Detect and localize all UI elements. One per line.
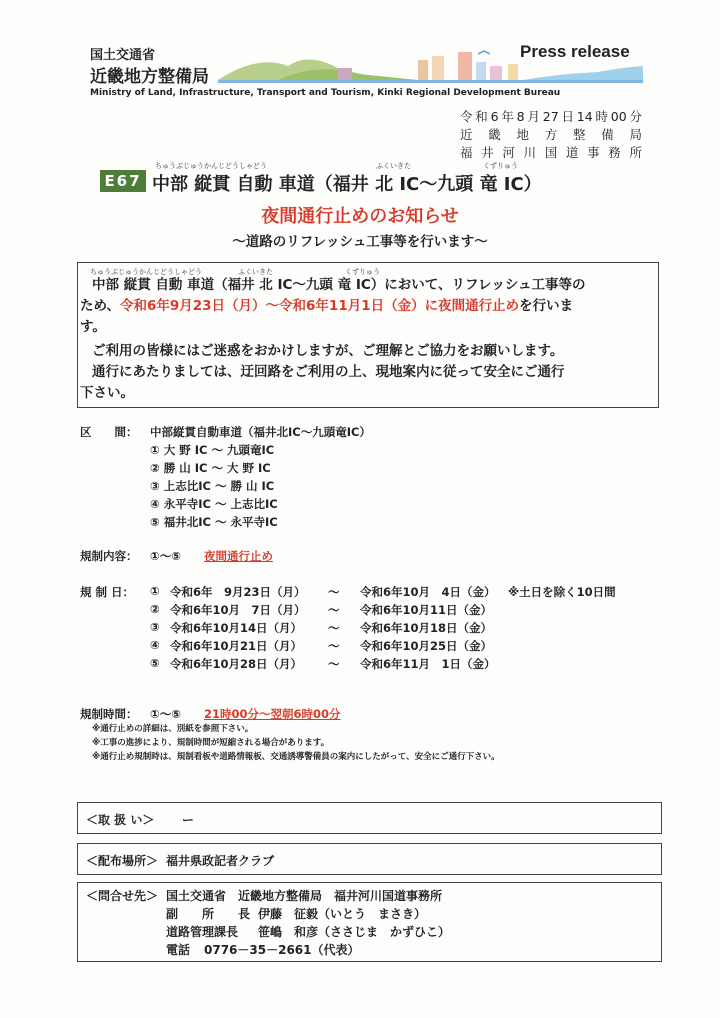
date-row-tilde: ～ — [328, 621, 340, 635]
vice-director-name: 伊藤 征毅（いとう まさき） — [258, 907, 427, 921]
body-ruby-b: ふくいきた — [238, 268, 273, 276]
time-value: 21時00分～翌朝6時00分 — [204, 707, 341, 721]
handling-value: ー — [182, 813, 195, 827]
time-note: ※通行止めの詳細は、別紙を参照下さい。 — [92, 724, 254, 734]
summary-box — [77, 262, 659, 408]
date-row-tilde: ～ — [328, 657, 340, 671]
date-row-to: 令和6年11月 1日（金） — [360, 657, 496, 671]
manager-name: 笹嶋 和彦（ささじま かずひこ） — [258, 925, 451, 939]
restriction-value: 夜間通行止め — [204, 549, 273, 563]
summary-paragraph-3: 通行にあたりましては、迂回路をご利用の上、現地案内に従って安全にご通行 下さい。 — [80, 364, 565, 401]
date-row-from: 令和6年10月21日（月） — [170, 639, 303, 653]
closure-period: 令和6年9月23日（月）～令和6年11月1日（金）に夜間通行止め — [119, 298, 520, 314]
title-ruby-c: くずりゅう — [483, 162, 518, 170]
restriction-range: ①～⑤ — [150, 549, 181, 563]
p1-line1: 中部 縦貫 自動 車道（福井 北 IC～九頭 竜 IC）において、リフレッシュ工事等の — [92, 277, 586, 293]
date-row-to: 令和6年10月 4日（金） — [360, 585, 496, 599]
dates-label: 規 制 日： — [80, 585, 135, 599]
section-item: ② 勝 山 IC ～ 大 野 IC — [150, 461, 271, 475]
body-ruby-a: ちゅうぶじゅうかんじどうしゃどう — [90, 268, 202, 276]
subtitle: ～道路のリフレッシュ工事等を行います～ — [232, 234, 488, 250]
date-row-number: ② — [150, 602, 160, 616]
date-row-to: 令和6年10月25日（金） — [360, 639, 493, 653]
issue-org-office: 福井河川国道事務所 — [460, 145, 642, 160]
date-row-number: ① — [150, 584, 160, 598]
contact-label: ＜問合せ先＞ — [86, 889, 159, 903]
date-row-to: 令和6年10月11日（金） — [360, 603, 493, 617]
vice-director-title: 副 所 長 — [166, 907, 251, 921]
date-row-from: 令和6年10月14日（月） — [170, 621, 303, 635]
contact-org: 国土交通省 近畿地方整備局 福井河川国道事務所 — [166, 889, 443, 903]
time-range: ①～⑤ — [150, 707, 181, 721]
date-row-tilde: ～ — [328, 585, 340, 599]
section-main: 中部縦貫自動車道（福井北IC～九頭竜IC） — [150, 425, 371, 439]
title-ruby-b: ふくいきた — [376, 162, 411, 170]
title-ruby-a: ちゅうぶじゅうかんじどうしゃどう — [155, 162, 267, 170]
distribution-label: ＜配布場所＞ — [86, 854, 159, 868]
time-note: ※通行止め規制時は、規制看板や道路情報板、交通誘導警備員の案内にしたがって、安全にご通行下さい。 — [92, 752, 500, 762]
date-row-to: 令和6年10月18日（金） — [360, 621, 493, 635]
date-row-number: ③ — [150, 620, 160, 634]
route-number-badge: E67 — [100, 170, 146, 192]
section-item: ⑤ 福井北IC ～ 永平寺IC — [150, 515, 278, 529]
section-label: 区 間： — [80, 425, 138, 439]
p1-line3: す。 — [80, 319, 106, 335]
summary-paragraph-1 — [80, 275, 652, 338]
issue-org-bureau: 近畿地方整備局 — [460, 127, 642, 142]
summary-paragraph-2: ご利用の皆様にはご迷惑をおかけしますが、ご理解とご協力をお願いします。 — [92, 343, 564, 359]
section-item: ① 大 野 IC ～ 九頭竜IC — [150, 443, 275, 457]
time-note: ※工事の進捗により、規制時間が短縮される場合があります。 — [92, 738, 330, 748]
handling-box — [77, 802, 662, 834]
phone-number: 0776－35－2661（代表） — [204, 943, 360, 957]
date-row-from: 令和6年10月28日（月） — [170, 657, 303, 671]
english-org-name: Ministry of Land, Infrastructure, Transport and Tourism, Kinki Regional Development Bureau — [90, 88, 561, 98]
issue-date: 令和6年8月27日14時00分 — [460, 109, 642, 124]
body-ruby-c: くずりゅう — [345, 268, 380, 276]
date-row-tilde: ～ — [328, 639, 340, 653]
date-row-number: ⑤ — [150, 656, 160, 670]
time-label: 規制時間： — [80, 707, 138, 721]
p1-line2: ため、令和6年9月23日（月）～令和6年11月1日（金）に夜間通行止めを行いま — [80, 298, 574, 314]
document-title: 中部 縦貫 自動 車道（福井 北 IC～九頭 竜 IC） — [152, 174, 542, 195]
distribution-value: 福井県政記者クラブ — [166, 854, 275, 868]
handling-label: ＜取 扱 い＞ — [86, 813, 155, 827]
section-item: ④ 永平寺IC ～ 上志比IC — [150, 497, 278, 511]
phone-label: 電話 — [166, 943, 191, 957]
date-row-from: 令和6年 9月23日（月） — [170, 585, 306, 599]
date-row-number: ④ — [150, 638, 160, 652]
notice-heading: 夜間通行止めのお知らせ — [261, 206, 459, 227]
issue-info — [460, 108, 642, 162]
ministry-name: 国土交通省 — [90, 48, 156, 63]
contact-box — [77, 882, 662, 962]
section-item: ③ 上志比IC ～ 勝 山 IC — [150, 479, 275, 493]
date-row-from: 令和6年10月 7日（月） — [170, 603, 306, 617]
restriction-label: 規制内容： — [80, 549, 138, 563]
date-row-tilde: ～ — [328, 603, 340, 617]
header-banner-illustration — [218, 48, 643, 88]
bureau-name: 近畿地方整備局 — [90, 67, 209, 87]
date-row-note: ※土日を除く10日間 — [508, 585, 616, 599]
manager-title: 道路管理課長 — [166, 925, 239, 939]
distribution-box — [77, 843, 662, 875]
press-release-label: Press release — [520, 42, 630, 61]
